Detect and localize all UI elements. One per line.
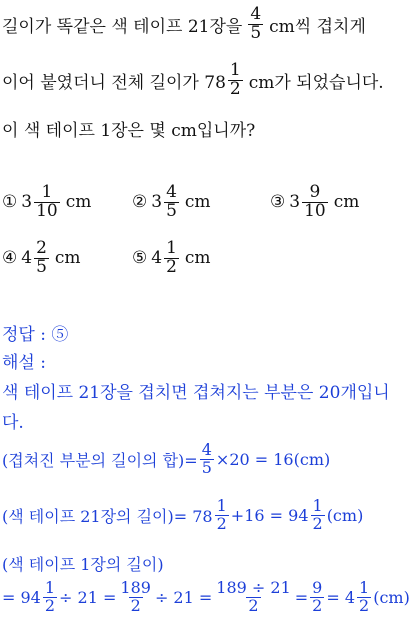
explanation-line-1 (2, 378, 390, 403)
explanation-label (2, 348, 46, 373)
calc-text: (색 테이프 21장의 길이)= 78 (2, 506, 213, 526)
calc-text: = 4 (326, 587, 356, 607)
choice-whole: 4 (151, 248, 163, 269)
fraction: $\frac{9}{10}$ (304, 182, 326, 221)
answer-text: 정답 : ⑤ (2, 325, 69, 345)
calc-text: = 94 (2, 587, 41, 607)
choice-5[interactable] (132, 240, 211, 277)
choice-whole: 3 (289, 192, 301, 213)
choice-4[interactable] (2, 240, 81, 277)
explanation-line-2 (2, 408, 24, 433)
calc-text: (cm) (373, 587, 410, 607)
fraction: $\frac{9}{2}$ (312, 578, 323, 615)
choice-unit: cm (65, 192, 92, 213)
fraction: $\frac{1}{2}$ (166, 238, 177, 277)
question-line-1 (2, 6, 366, 43)
fraction: $\frac{1}{10}$ (36, 182, 58, 221)
question-line-2 (2, 62, 384, 99)
calc-line-1 (2, 442, 330, 477)
choice-mark: ② (132, 192, 148, 213)
explanation-text: 다. (2, 413, 24, 433)
fraction: $\frac{1}{2}$ (229, 60, 241, 99)
fraction: $\frac{189}{2}$ (120, 578, 151, 615)
calc-text: ×20 = 16(cm) (215, 449, 331, 469)
question-text: 이 색 테이프 1장은 몇 cm입니까? (2, 121, 256, 141)
explanation-text: 해설 : (2, 353, 46, 373)
fraction: $\frac{4}{5}$ (201, 440, 212, 477)
fraction: $\frac{1}{2}$ (312, 496, 323, 533)
question-text: 이어 붙였더니 전체 길이가 78 (2, 72, 226, 93)
question-line-3 (2, 116, 255, 141)
question-text: 길이가 똑같은 색 테이프 21장을 (2, 16, 243, 37)
calc-text: +16 = 94 (230, 505, 309, 525)
fraction: $\frac{4}{5}$ (250, 4, 262, 43)
choice-mark: ③ (270, 192, 286, 213)
choice-unit: cm (184, 192, 211, 213)
choice-3[interactable] (270, 184, 359, 221)
calc-text: (색 테이프 1장의 길이) (2, 555, 164, 574)
explanation-text: 색 테이프 21장을 겹치면 겹쳐지는 부분은 20개입니 (2, 383, 390, 403)
question-text: cm가 되었습니다. (248, 72, 384, 93)
choice-mark: ⑤ (132, 248, 148, 269)
choice-whole: 3 (21, 192, 33, 213)
choice-unit: cm (333, 192, 360, 213)
calc-line-4 (2, 580, 410, 615)
calc-text: = (294, 587, 309, 607)
choice-mark: ④ (2, 248, 18, 269)
calc-text: (겹쳐진 부분의 길이의 합)= (2, 450, 198, 470)
fraction: $\frac{189 \div 21}{2}$ (216, 578, 291, 615)
choice-unit: cm (184, 248, 211, 269)
choice-1[interactable] (2, 184, 91, 221)
fraction: $\frac{4}{5}$ (166, 182, 177, 221)
choice-2[interactable] (132, 184, 211, 221)
calc-line-3 (2, 552, 164, 575)
answer-label (2, 320, 68, 345)
fraction: $\frac{1}{2}$ (359, 578, 370, 615)
fraction: $\frac{1}{2}$ (44, 578, 56, 615)
question-text: cm씩 겹치게 (269, 16, 366, 37)
calc-text: ÷ 21 = (59, 587, 117, 607)
choice-unit: cm (54, 248, 81, 269)
choice-mark: ① (2, 192, 18, 213)
fraction: $\frac{1}{2}$ (216, 496, 227, 533)
choice-whole: 3 (151, 192, 163, 213)
calc-line-2 (2, 498, 363, 533)
choice-whole: 4 (21, 248, 33, 269)
fraction: $\frac{2}{5}$ (36, 238, 47, 277)
calc-text: (cm) (326, 505, 364, 525)
calc-text: ÷ 21 = (154, 587, 213, 607)
